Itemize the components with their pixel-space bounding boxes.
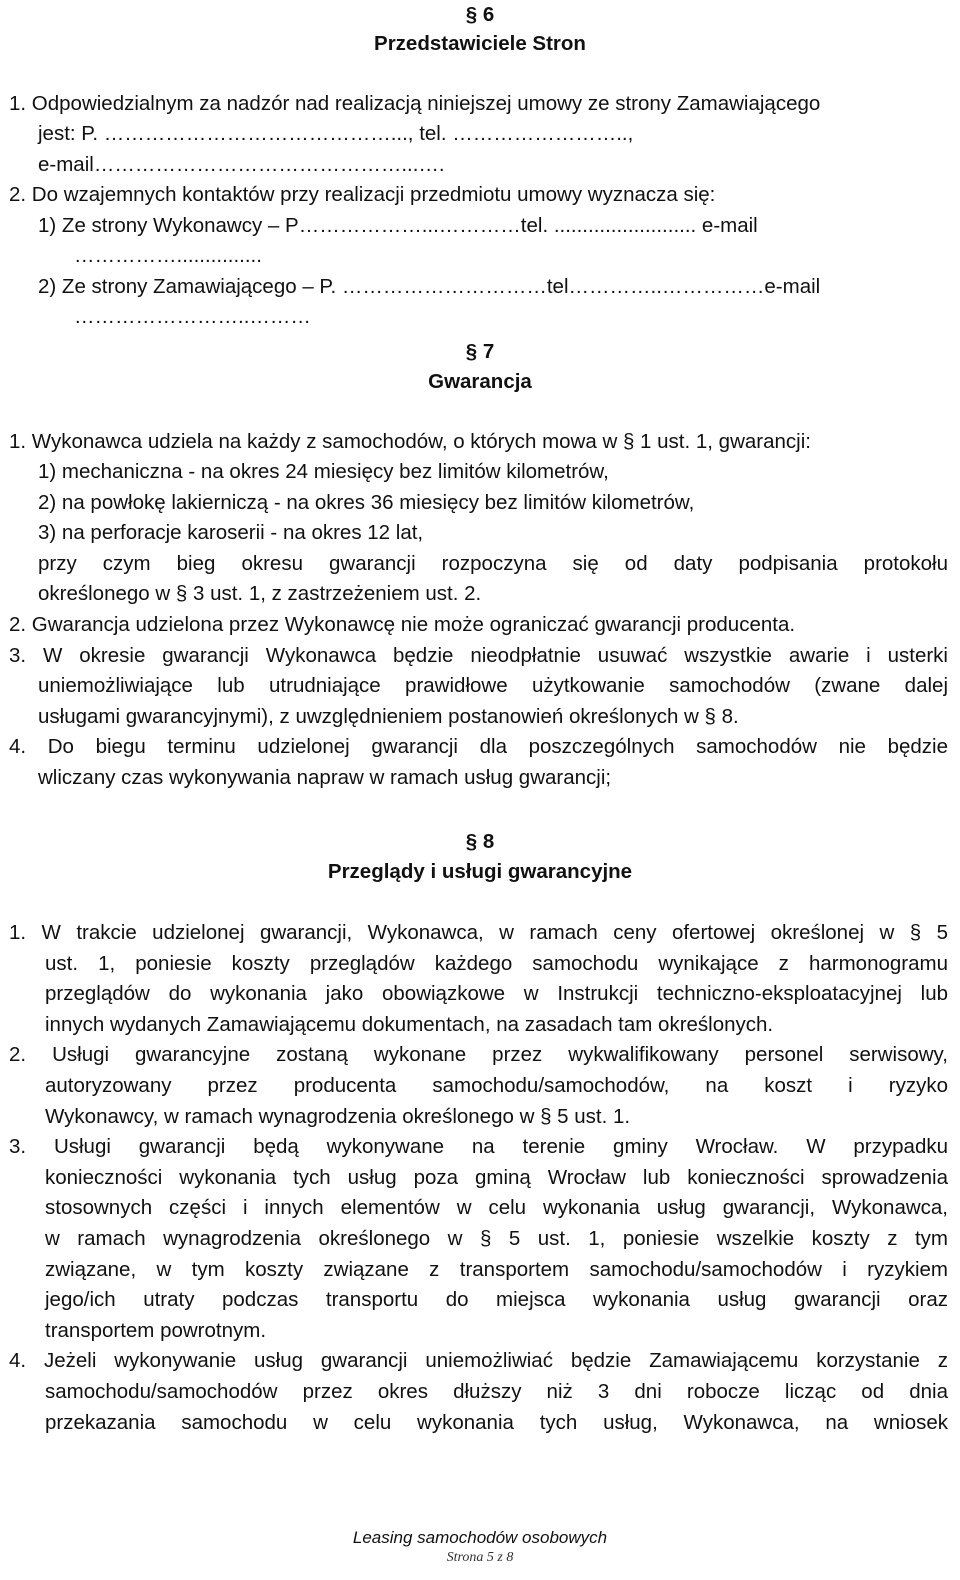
section-7-title: Gwarancja — [428, 370, 532, 393]
section-8-title: Przeglądy i usługi gwarancyjne — [327, 860, 633, 883]
s8-line: 3. Usługi gwarancji będą wykonywane na terenie gminy Wrocław. W przypadku — [9, 1135, 948, 1158]
s8-line: 2. Usługi gwarancyjne zostaną wykonane przez wykwalifikowany personel serwisowy, — [9, 1043, 948, 1066]
footer-page-number: Strona 5 z 8 — [446, 1550, 514, 1565]
s8-line: związane, w tym koszty związane z transportem samochodu/samochodów i ryzykiem — [45, 1258, 948, 1281]
s7-line: 3) na perforacje karoserii - na okres 12 lat, — [38, 521, 424, 544]
s7-line: określonego w § 3 ust. 1, z zastrzeżeniem ust. 2. — [38, 582, 482, 605]
s7-line: 3. W okresie gwarancji Wykonawca będzie nieodpłatnie usuwać wszystkie awarie i usterki — [9, 644, 948, 667]
s6-line: ……………………..……… — [74, 305, 311, 328]
s7-line: 4. Do biegu terminu udzielonej gwarancji dla poszczególnych samochodów nie będzie — [9, 735, 948, 758]
s6-line: 1) Ze strony Wykonawcy – P………………...…………tel. ......................... e-mail — [38, 214, 758, 237]
s8-line: transportem powrotnym. — [45, 1319, 267, 1342]
s8-line: Wykonawcy, w ramach wynagrodzenia określonego w § 5 ust. 1. — [45, 1105, 631, 1128]
s8-line: innych wydanych Zamawiającemu dokumentach, na zasadach tam określonych. — [45, 1013, 774, 1036]
s7-line: 2. Gwarancja udzielona przez Wykonawcę nie może ograniczać gwarancji producenta. — [9, 613, 796, 636]
section-8-number: § 8 — [465, 830, 495, 853]
s8-line: stosownych części i innych elementów w celu wykonania usług gwarancji, Wykonawca, — [45, 1196, 948, 1219]
s7-line: usługami gwarancyjnymi), z uwzględnieniem postanowień określonych w § 8. — [38, 705, 739, 728]
s8-line: przekazania samochodu w celu wykonania tych usług, Wykonawca, na wniosek — [45, 1411, 948, 1434]
s7-line: wliczany czas wykonywania napraw w ramach usług gwarancji; — [38, 766, 612, 789]
s6-line: e-mail………………………………………...…. — [38, 153, 445, 176]
s6-line: 1. Odpowiedzialnym za nadzór nad realizacją niniejszej umowy ze strony Zamawiającego — [9, 92, 821, 115]
s6-line: 2) Ze strony Zamawiającego – P. …………………………tel…………..……………e-mail — [38, 275, 821, 298]
s7-line: 1) mechaniczna - na okres 24 miesięcy bez limitów kilometrów, — [38, 460, 609, 483]
section-6-number: § 6 — [465, 3, 495, 26]
s8-line: samochodu/samochodów przez okres dłuższy niż 3 dni robocze licząc od dnia — [45, 1380, 948, 1403]
s7-line: 2) na powłokę lakierniczą - na okres 36 miesięcy bez limitów kilometrów, — [38, 491, 695, 514]
s8-line: w ramach wynagrodzenia określonego w § 5 ust. 1, poniesie wszelkie koszty z tym — [45, 1227, 948, 1250]
s6-line: jest: P. ……………………………………..., tel. …………………….., — [38, 122, 634, 145]
s8-line: ust. 1, poniesie koszty przeglądów każdego samochodu wynikające z harmonogramu — [45, 952, 948, 975]
s8-line: przeglądów do wykonania jako obowiązkowe w Instrukcji techniczno-eksploatacyjnej lub — [45, 982, 948, 1005]
s7-line: przy czym bieg okresu gwarancji rozpoczyna się od daty podpisania protokołu — [38, 552, 948, 575]
s7-line: 1. Wykonawca udziela na każdy z samochodów, o których mowa w § 1 ust. 1, gwarancji: — [9, 430, 811, 453]
footer-document-title: Leasing samochodów osobowych — [352, 1528, 608, 1547]
s6-line: ……………............... — [74, 244, 262, 267]
section-7-number: § 7 — [465, 340, 495, 363]
s8-line: jego/ich utraty podczas transportu do miejsca wykonania usług gwarancji oraz — [45, 1288, 948, 1311]
s8-line: 4. Jeżeli wykonywanie usług gwarancji uniemożliwiać będzie Zamawiającemu korzystanie z — [9, 1349, 948, 1372]
s7-line: uniemożliwiające lub utrudniające prawidłowe użytkowanie samochodów (zwane dalej — [38, 674, 948, 697]
section-6-title: Przedstawiciele Stron — [374, 32, 586, 55]
s8-line: autoryzowany przez producenta samochodu/samochodów, na koszt i ryzyko — [45, 1074, 948, 1097]
s8-line: 1. W trakcie udzielonej gwarancji, Wykonawca, w ramach ceny ofertowej określonej w § 5 — [9, 921, 948, 944]
s6-line: 2. Do wzajemnych kontaktów przy realizacji przedmiotu umowy wyznacza się: — [9, 183, 716, 206]
s8-line: konieczności wykonania tych usług poza gminą Wrocław lub konieczności sprowadzenia — [45, 1166, 948, 1189]
